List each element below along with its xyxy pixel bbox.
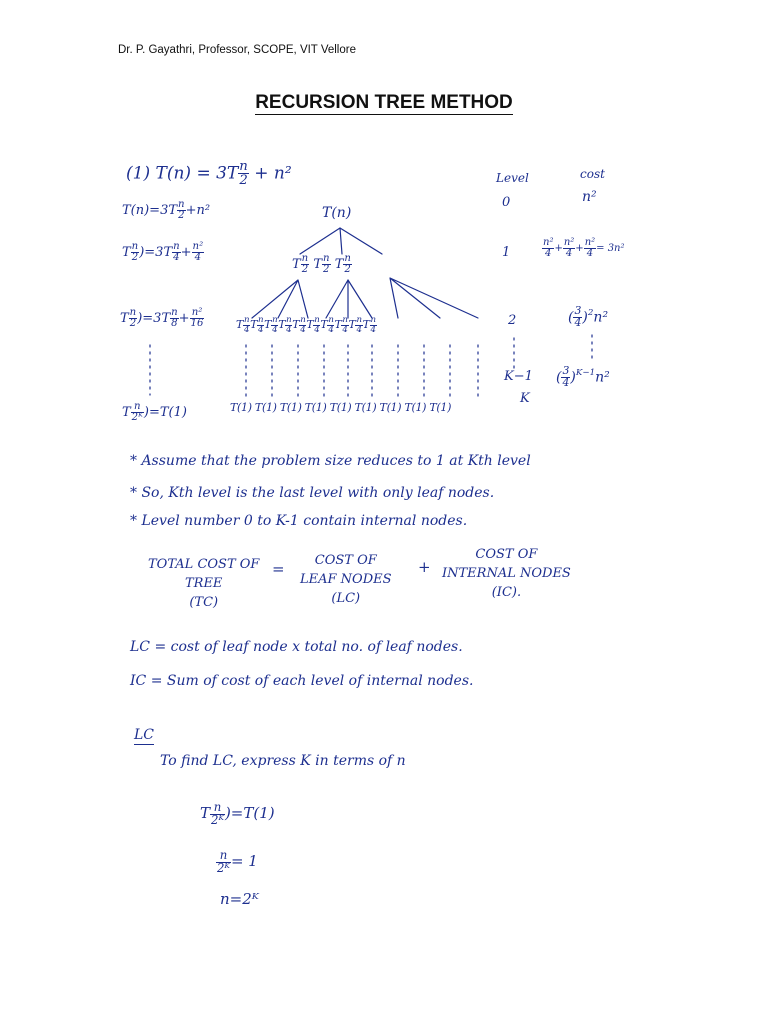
leaf-node: T(1) [354, 401, 377, 414]
node-t: T [320, 318, 328, 332]
level-1: 1 [502, 245, 511, 260]
node-t: T [306, 318, 314, 332]
node-t: T [250, 318, 257, 332]
expansion-tail: +n² [185, 203, 211, 219]
level-header: Level [496, 171, 529, 185]
frac-den: 2ᴷ [211, 812, 224, 827]
internal-cost-block [442, 546, 571, 603]
cost-1-total: = 3n² [596, 243, 625, 254]
leaf-line: (LC) [331, 590, 361, 606]
lc-step-1 [200, 802, 275, 826]
frac-den: 2 [129, 318, 137, 330]
frac-den: 2 [344, 264, 351, 276]
frac-num: n [300, 315, 306, 325]
expansion-text: )=T(1) [143, 405, 187, 421]
frac-den: 4 [194, 252, 202, 264]
ic-definition: IC = Sum of cost of each level of internal nodes. [130, 673, 474, 689]
leaf-line: LEAF NODES [300, 571, 392, 587]
frac [210, 802, 225, 826]
frac-den: 4 [545, 248, 552, 259]
recurrence-statement [126, 160, 292, 188]
level-k: K [520, 391, 530, 406]
leaf-node: T(1) [254, 401, 277, 414]
page-title [0, 92, 768, 114]
frac [301, 254, 310, 275]
frac-den: 4 [586, 248, 594, 259]
frac-den: 4 [328, 324, 334, 335]
expansion-plus: + [180, 245, 192, 261]
expansion-text: )=3T [137, 311, 171, 327]
node-t: T [292, 318, 300, 332]
frac-num: n [344, 253, 351, 264]
frac-num: n [173, 241, 180, 252]
frac-num: n [239, 159, 248, 174]
frac-n-over-2 [238, 160, 249, 188]
note-1: * Assume that the problem size reduces to 1 at Kth level [130, 453, 531, 469]
frac-num: n [131, 402, 144, 413]
frac-den: 4 [173, 252, 180, 264]
lc-heading-text: LC [134, 727, 155, 743]
frac [370, 316, 377, 334]
frac-num: n [314, 315, 320, 325]
expansion-text: T(n)=3T [122, 203, 178, 219]
plus-sign: + [418, 558, 431, 576]
frac [322, 254, 331, 275]
frac-num: n [216, 850, 231, 863]
frac-num: n² [543, 237, 554, 248]
tree-level-1 [292, 254, 352, 275]
total-line: TOTAL COST OF [148, 557, 260, 572]
recurrence-lhs: T(n) = 3T [155, 163, 239, 184]
leaf-node: T(1) [429, 401, 452, 414]
frac [172, 242, 181, 263]
frac-den: 2 [301, 264, 309, 276]
frac-num: n² [563, 237, 575, 248]
frac [131, 242, 140, 263]
expansion-row-1 [122, 242, 204, 263]
frac [129, 308, 138, 329]
cost-k-minus-1: ( $\frac{3}{4}$ )$^{K-1}$n² [556, 364, 610, 389]
frac-den: 4 [342, 324, 348, 335]
expansion-last [122, 402, 187, 423]
expansion-row-2 [120, 308, 204, 329]
frac-num: n² [190, 308, 205, 319]
step-text: )=T(1) [224, 804, 275, 823]
cost-2: ( $\frac{3}{4}$ )$^2$n² [568, 304, 609, 329]
frac [563, 238, 575, 259]
frac-num: n [272, 315, 278, 325]
frac-den: 4 [574, 315, 582, 329]
frac-num: n² [584, 237, 596, 248]
level-0: 0 [502, 195, 511, 210]
expansion-text: )=3T [139, 245, 173, 261]
frac-num: n [342, 315, 348, 325]
frac-den: 4 [286, 324, 292, 335]
expansion-text: T [120, 311, 129, 327]
cost-k1-term: n² [595, 369, 610, 386]
total-line: (TC) [189, 594, 219, 610]
equals-sign: = [272, 560, 285, 578]
frac-den: 4 [243, 324, 250, 335]
frac-den: 8 [171, 318, 178, 330]
total-line: TREE [184, 575, 223, 591]
step-text: = 1 [230, 852, 258, 871]
frac-num: n [258, 315, 264, 325]
node-t: T [362, 318, 370, 332]
frac [192, 242, 205, 263]
node-t: T [348, 318, 356, 332]
frac-den: 4 [258, 324, 264, 335]
cost-1: $\frac{\text{n²}}{4}$ + $\frac{\text{n²}}{4}$ + $\frac{\text{n²}}{4}$ = 3n² [543, 237, 625, 259]
internal-line: (IC). [491, 584, 522, 600]
node-t: T [313, 257, 323, 273]
tree-level-2 [236, 316, 377, 334]
note-3: * Level number 0 to K-1 contain internal nodes. [130, 513, 468, 529]
frac-num: n [301, 253, 309, 264]
author-header: Dr. P. Gayathri, Professor, SCOPE, VIT Vellore [118, 44, 356, 56]
note-2: * So, Kth level is the last level with only leaf nodes. [130, 485, 495, 501]
lc-definition: LC = cost of leaf node x total no. of leaf nodes. [130, 639, 463, 655]
tree-leaves [230, 402, 451, 413]
frac-num: n² [192, 241, 204, 252]
frac-num: 3 [574, 304, 582, 317]
frac [243, 316, 250, 334]
frac-den: 2 [323, 264, 330, 276]
expansion-row-0 [122, 200, 210, 221]
frac-num: n [243, 315, 250, 325]
frac [343, 254, 352, 275]
level-2: 2 [508, 313, 517, 328]
leaf-line: COST OF [314, 553, 377, 568]
frac [341, 316, 348, 334]
cost-header: cost [580, 167, 605, 181]
exponent: 2 [587, 307, 594, 318]
node-t: T [278, 318, 286, 332]
frac-num: n [286, 315, 292, 325]
frac [584, 238, 596, 259]
lc-instruction: To find LC, express K in terms of n [160, 753, 406, 769]
frac-num: n [171, 307, 178, 318]
frac-den: 4 [300, 324, 306, 335]
frac [216, 850, 231, 874]
lc-step-2 [216, 850, 258, 874]
leaf-cost-block [300, 552, 392, 609]
frac-den: 2 [178, 210, 185, 222]
frac [573, 306, 582, 329]
frac-num: n [129, 307, 137, 318]
step-text: T [200, 804, 211, 823]
frac-num: n [328, 315, 334, 325]
frac-den: 4 [370, 324, 376, 335]
tree-root: T(n) [322, 205, 352, 221]
total-cost-block [148, 556, 259, 613]
leaf-node: T(1) [304, 401, 327, 414]
frac-num: n [356, 315, 362, 325]
cost-2-term: n² [593, 309, 609, 326]
internal-line: INTERNAL NODES [442, 565, 571, 581]
leaf-node: T(1) [404, 401, 427, 414]
node-t: T [292, 257, 301, 273]
node-t: T [334, 318, 342, 332]
lc-heading [134, 728, 154, 742]
frac-den: 16 [190, 318, 204, 330]
leaf-node: T(1) [279, 401, 302, 414]
node-t: T [236, 318, 243, 332]
leaf-node: T(1) [230, 401, 252, 414]
expansion-text: T [122, 405, 131, 421]
node-t: T [334, 257, 344, 273]
frac-num: n [370, 315, 376, 325]
node-t: T [264, 318, 272, 332]
exponent: K−1 [575, 367, 596, 378]
frac-den: 4 [562, 375, 570, 389]
frac-den: 4 [356, 324, 362, 335]
frac [355, 316, 362, 334]
frac-num: n [323, 253, 330, 264]
frac [170, 308, 179, 329]
frac-den: 4 [314, 324, 320, 335]
frac [131, 402, 144, 423]
recurrence-tail: + n² [254, 163, 292, 184]
level-k-minus-1: K−1 [504, 369, 533, 384]
expansion-plus: + [178, 311, 190, 327]
frac-num: 3 [562, 364, 570, 377]
frac-den: 4 [272, 324, 278, 335]
frac-num: n [131, 241, 139, 252]
frac-den: 2ᴷ [131, 412, 143, 424]
leaf-node: T(1) [329, 401, 352, 414]
frac-den: 2ᴷ [217, 860, 230, 875]
internal-line: COST OF [475, 547, 538, 562]
frac-num: n [210, 802, 225, 815]
frac [542, 238, 554, 259]
frac [177, 200, 186, 221]
problem-number: (1) [126, 163, 151, 184]
leaf-node: T(1) [379, 401, 402, 414]
cost-0: n² [582, 189, 597, 205]
frac-num: n [178, 199, 185, 210]
page-title-text: RECURSION TREE METHOD [255, 92, 513, 113]
frac-den: 2 [131, 252, 139, 264]
frac-den: 4 [565, 248, 573, 259]
frac-den: 2 [239, 173, 248, 189]
frac [190, 308, 205, 329]
expansion-text: T [122, 245, 131, 261]
lc-step-3: n=2ᴷ [220, 890, 259, 908]
frac [561, 366, 570, 389]
